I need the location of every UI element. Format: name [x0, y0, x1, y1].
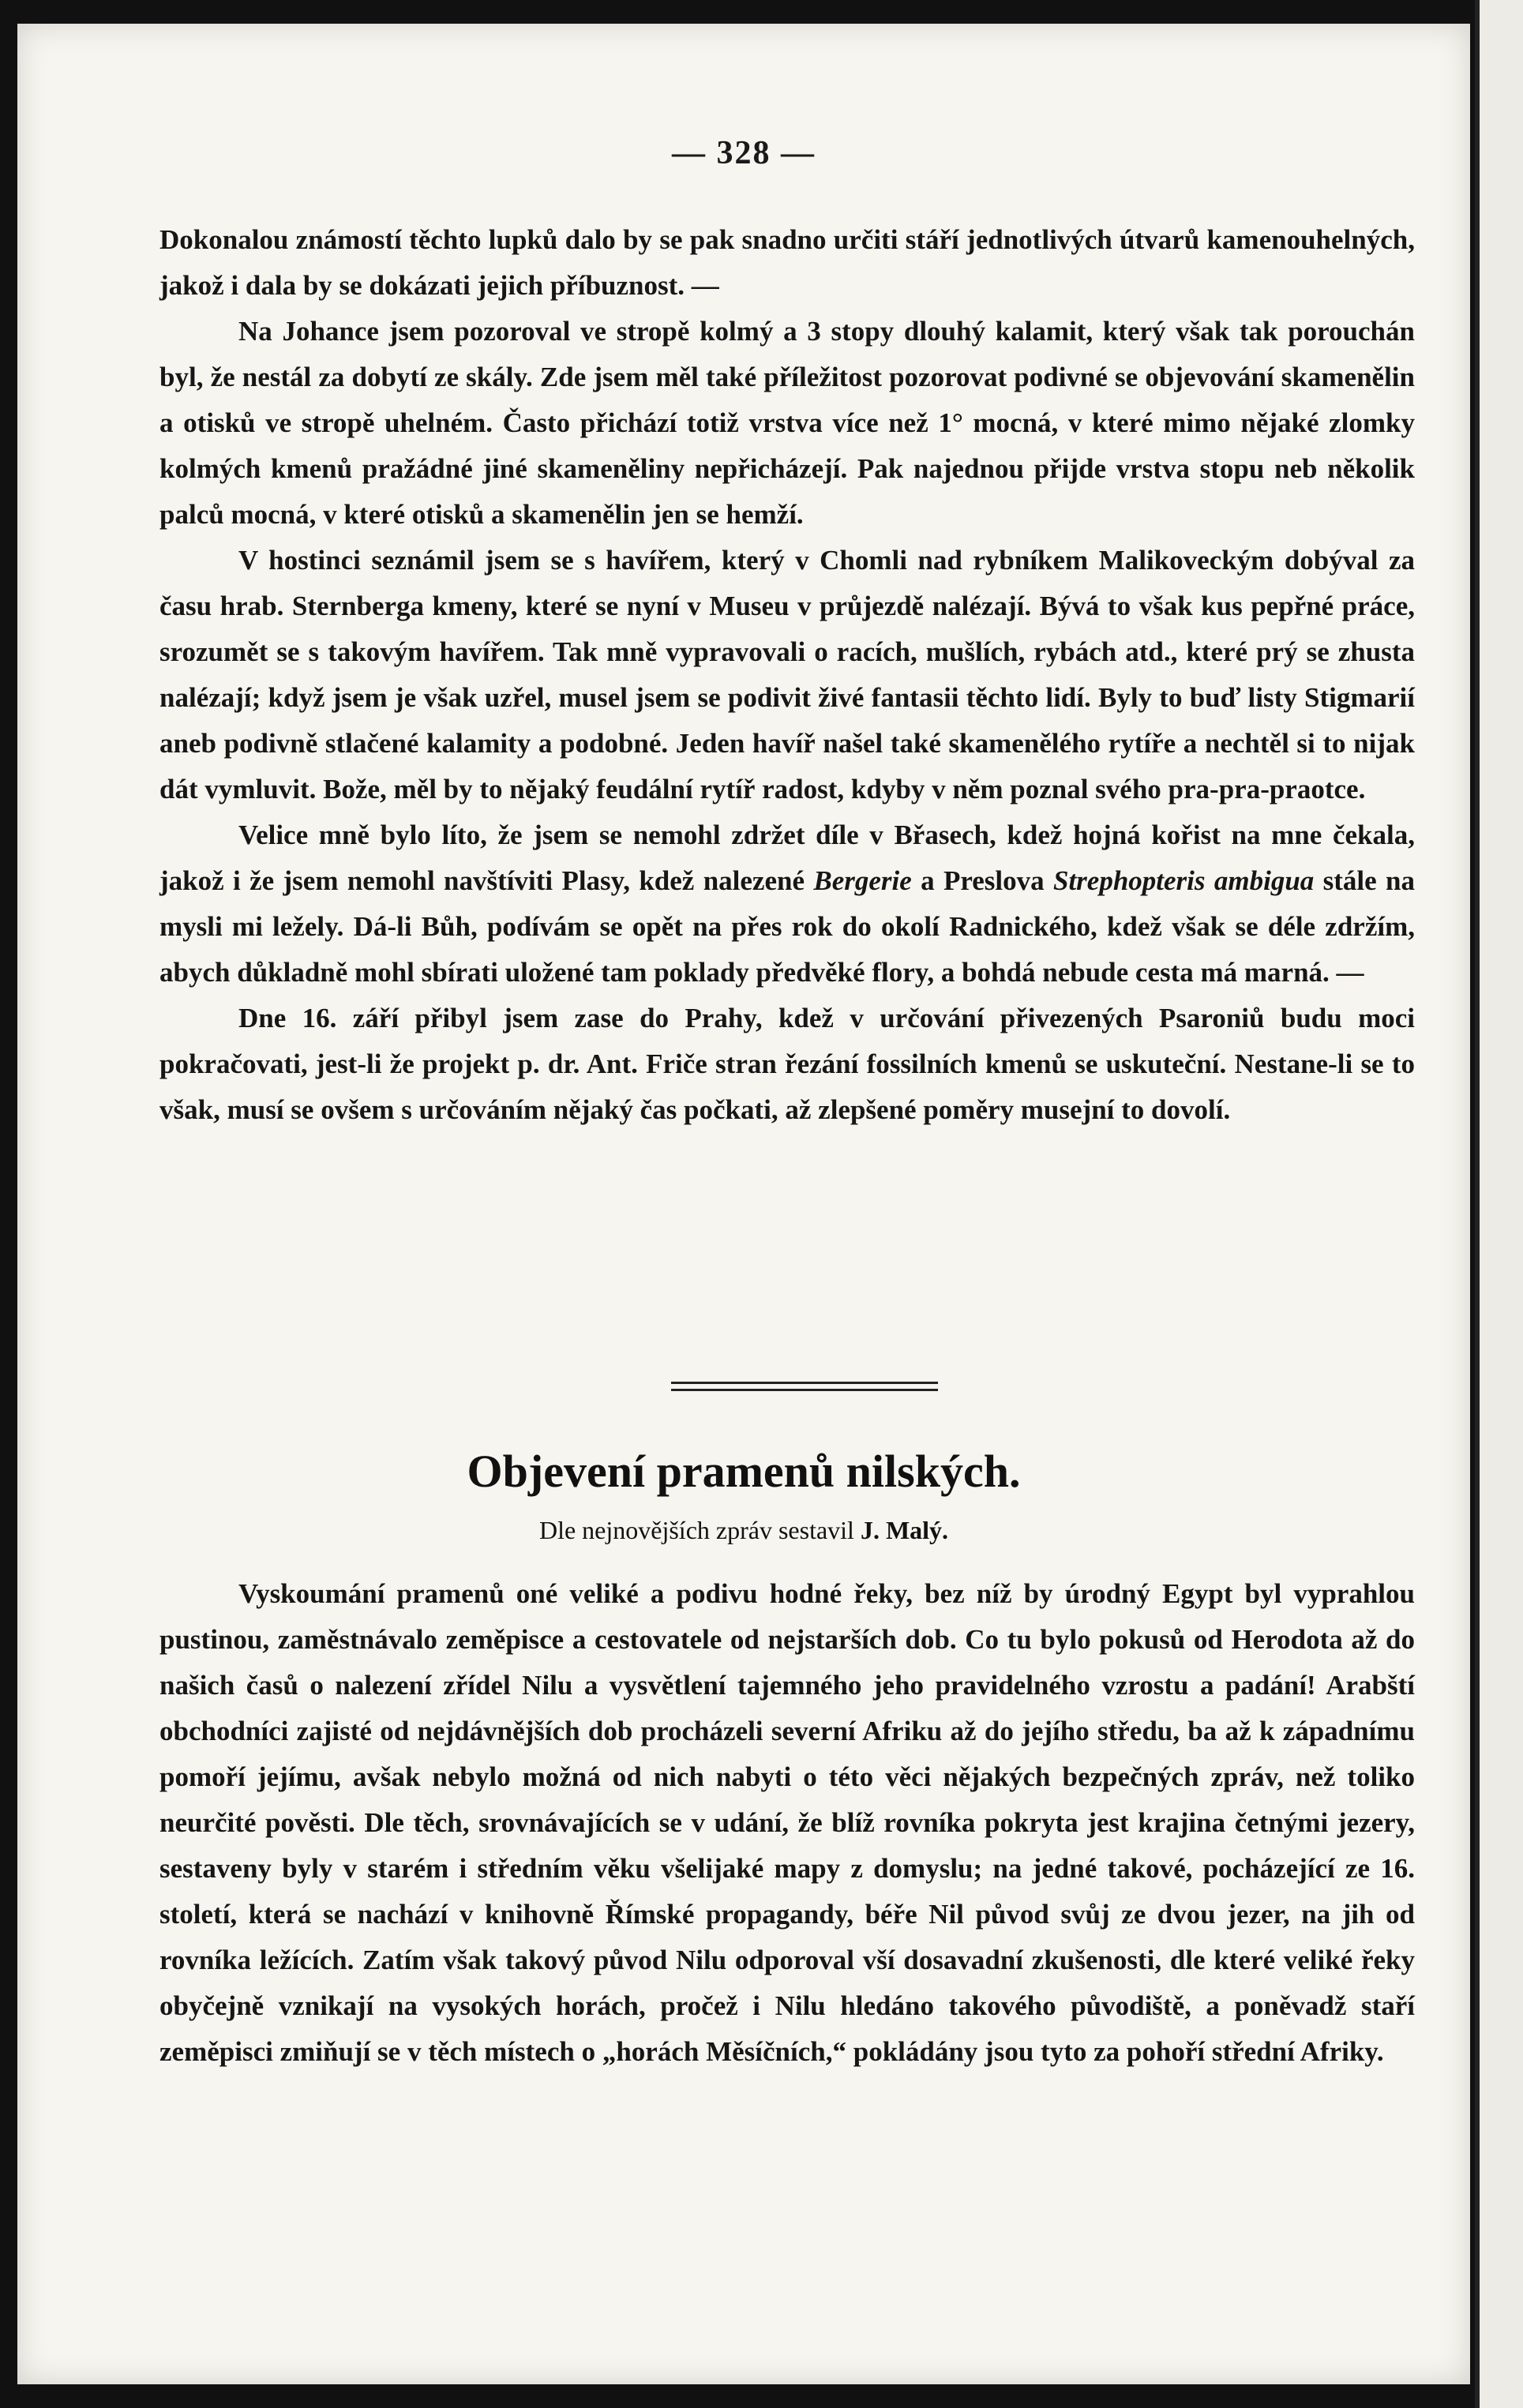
paragraph: Dokonalou známostí těchto lupků dalo by se pak snadno určiti stáří jednotlivých útvarů kamenouhelných, jakož i dala by se dokázati jejich příbuznost. —: [159, 224, 1415, 301]
paragraph: Dne 16. září přibyl jsem zase do Prahy, kdež v určování přivezených Psaroniů budu moci pokračovati, jest-li že projekt p. dr. Ant. Friče stran řezání fossilních kmenů se uskuteční. Nestane-li se to však, musí se ovšem s určováním nějaký čas počkati, až zlepšené poměry musejní to dovolí.: [159, 1003, 1415, 1125]
paragraph: V hostinci seznámil jsem se s havířem, který v Chomli nad rybníkem Malikoveckým dobýval za času hrab. Sternberga kmeny, které se nyní v Museu v průjezdě nalézají. Bývá to však kus pepřné práce, srozumět se s takovým havířem. Tak mně vypravovali o racích, mušlích, rybách atd., které prý se zhusta nalézají; když jsem je však uzřel, musel jsem se podivit živé fantasii těchto lidí. Byly to buď listy Stigmarií aneb podivně stlačené kalamity a podobné. Jeden havíř našel také skamenělého rytíře a nechtěl si to nijak dát vymluvit. Bože, měl by to nějaký feudální rytíř radost, kdyby v něm poznal svého pra-pra-praotce.: [159, 545, 1415, 805]
body-text-top: [159, 217, 1415, 1133]
subtitle-text: Dle nejnovějších zpráv sestavil: [538, 1516, 854, 1544]
adjacent-page-edge: [1475, 0, 1523, 2408]
section-divider: [671, 1382, 938, 1391]
paragraph: Vyskoumání pramenů oné veliké a podivu hodné řeky, bez níž by úrodný Egypt byl vyprahlou pustinou, zaměstnávalo zeměpisce a cestovatele od nejstarších dob. Co tu bylo pokusů od Herodota až do našich časů o nalezení zřídel Nilu a vysvětlení tajemného jeho pravidelného vzrostu a padání! Arabští obchodníci zajisté od nejdávnějších dob procházeli severní Afriku až do jejího středu, ba až k západnímu pomoří jejímu, avšak nebylo možná od nich nabyti o této věci nějakých bezpečných zpráv, než toliko neurčité pověsti. Dle těch, srovnávajících se v udání, že blíž rovníka pokryta jest krajina četnými jezery, sestaveny byly v starém i středním věku všelijaké mapy z domyslu; na jedné takové, pocházející ze 16. století, která se nachází v knihovně Římské propagandy, béře Nil původ svůj ze dvou jezer, na jih od rovníka ležících. Zatím však takový původ Nilu odporoval vší dosavadní zkušenosti, dle které veliké řeky obyčejně vznikají na vysokých horách, pročež i Nilu hledáno takového původiště, a poněvadž staří zeměpisci zmiňují se v těch místech o „horách Měsíčních,“ pokládány jsou tyto za pohoří střední Afriky.: [159, 1578, 1415, 2067]
text-run: stále na mysli mi ležely. Dá-li Bůh, podívám se opět na přes rok do okolí Radnického, kdež však se déle zdržím, abych důkladně mohl sbírati uložené tam poklady předvěké flory, a bohdá nebude cesta má marná. —: [159, 865, 1416, 988]
author-name: J. Malý.: [860, 1516, 949, 1544]
paragraph: Na Johance jsem pozoroval ve stropě kolmý a 3 stopy dlouhý kalamit, který však tak porouchán byl, že nestál za dobytí ze skály. Zde jsem měl také příležitost pozorovat podivné se objevování skamenělin a otisků ve stropě uhelném. Často přichází totiž vrstva více než 1° mocná, v které mimo nějaké zlomky kolmých kmenů pražádné jiné skameněliny nepřicházejí. Pak najednou přijde vrstva stopu neb několik palců mocná, v které otisků a skamenělin jen se hemží.: [159, 316, 1415, 530]
section-title: Objevení pramenů nilských.: [467, 1446, 1021, 1497]
text-run: Velice mně bylo líto, že jsem se nemohl zdržet díle v Břasech, kdež hojná kořist na mne čekala, jakož i že jsem nemohl navštíviti Plasy, kdež nalezené: [159, 820, 1415, 896]
paragraph: [159, 812, 1415, 996]
italic-term: Strephopteris ambigua: [1052, 865, 1315, 896]
section-subtitle: [17, 1516, 1470, 1545]
page-number: — 328 —: [672, 135, 816, 171]
scanned-page: [17, 24, 1470, 2384]
body-text-bottom: [159, 1571, 1415, 2075]
text-run: a Preslova: [911, 865, 1053, 896]
italic-term: Bergerie: [813, 865, 912, 896]
